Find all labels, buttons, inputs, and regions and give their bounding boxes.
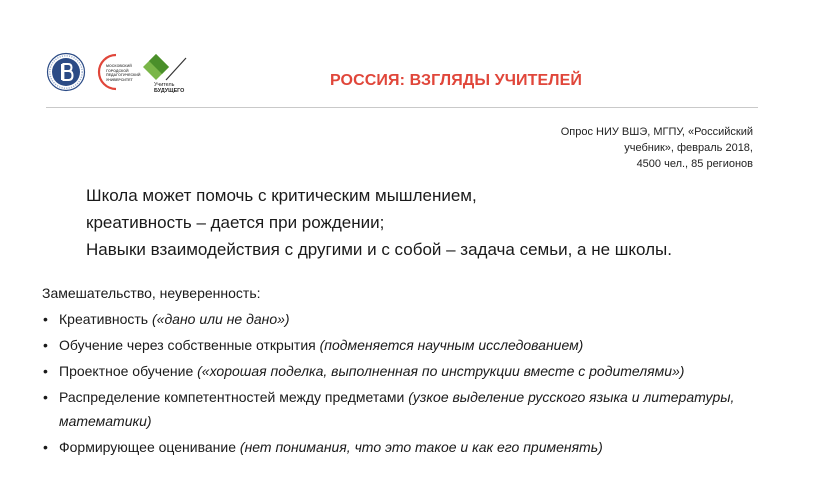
green-diamond-icon — [142, 50, 190, 96]
header-divider — [46, 107, 758, 108]
statement-critical-thinking: Школа может помочь с критическим мышлением, — [86, 186, 477, 205]
statement-interaction-skills: Навыки взаимодействия с другими и с собой – задача семьи, а не школы. — [86, 240, 672, 259]
item-note: (нет понимания, что это такое и как его применять) — [239, 439, 603, 455]
teacher-statements — [86, 182, 672, 263]
mgpu-logo-text: МОСКОВСКИЙ ГОРОДСКОЙ ПЕДАГОГИЧЕСКИЙ УНИВЕРСИТЕТ — [106, 64, 141, 82]
confusion-list — [42, 307, 782, 461]
list-item — [42, 435, 782, 459]
hse-logo-icon — [46, 52, 86, 92]
item-main: Обучение через собственные открытия — [59, 337, 320, 353]
statement-creativity: креативность – дается при рождении; — [86, 213, 385, 232]
survey-note-line: учебник», февраль 2018, — [624, 142, 753, 154]
list-item — [42, 307, 782, 331]
item-note: («дано или не дано») — [152, 311, 290, 327]
item-note: («хорошая поделка, выполненная по инструкции вместе с родителями») — [197, 363, 685, 379]
survey-note-line: 4500 чел., 85 регионов — [636, 158, 753, 170]
survey-note — [561, 124, 753, 172]
item-main: Распределение компетентностей между предметами — [59, 389, 409, 405]
item-main: Проектное обучение — [59, 363, 198, 379]
survey-note-line: Опрос НИУ ВШЭ, МГПУ, «Российский — [560, 126, 753, 138]
item-main: Формирующее оценивание — [59, 439, 240, 455]
list-item — [42, 359, 782, 383]
list-item — [42, 333, 782, 357]
item-note: (узкое выделение русского языка и литературы, математики) — [59, 389, 735, 429]
future-logo-text-bottom: БУДУЩЕГО — [154, 88, 185, 94]
item-main: Креативность — [59, 311, 152, 327]
page-title: РОССИЯ: ВЗГЛЯДЫ УЧИТЕЛЕЙ — [330, 72, 583, 89]
future-logo-text-top: Учитель — [154, 82, 175, 88]
list-item — [42, 385, 782, 433]
item-note: (подменяется научным исследованием) — [319, 337, 584, 353]
mgpu-logo — [94, 52, 140, 97]
confusion-label: Замешательство, неуверенность: — [42, 285, 261, 301]
